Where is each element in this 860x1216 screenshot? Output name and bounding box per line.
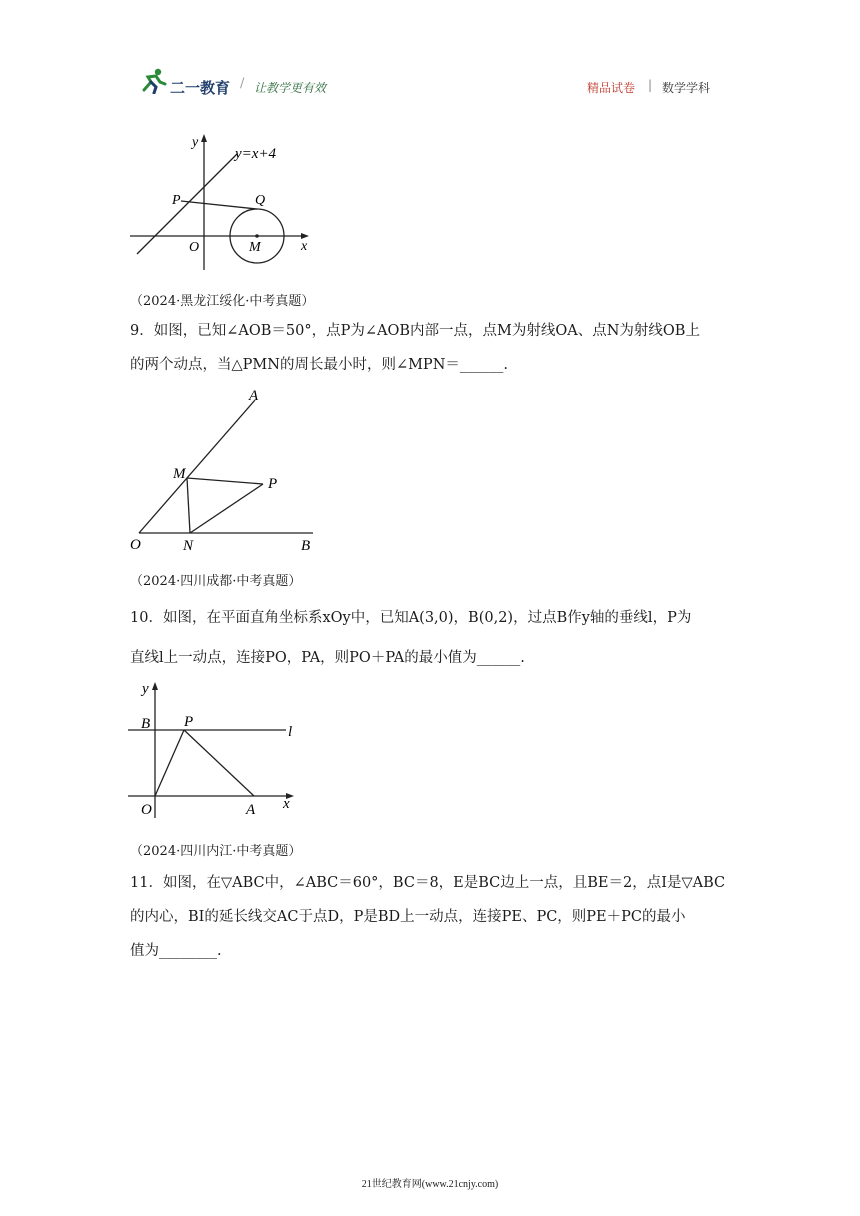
header-tag-premium: 精品试卷 [587, 81, 636, 95]
question-10-line1: 10．如图，在平面直角坐标系xOy中，已知A(3,0)，B(0,2)，过点B作y轴的垂线l，P为 [130, 610, 692, 626]
source-q10: （2024·四川内江·中考真题） [130, 844, 302, 859]
point-p-label: P [268, 476, 278, 492]
question-9-line2: 的两个动点，当△PMN的周长最小时，则∠MPN＝______. [130, 357, 508, 373]
question-11-line1: 11．如图，在▽ABC中，∠ABC＝60°，BC＝8，E是BC边上一点，且BE＝2，点I是▽ABC [130, 875, 726, 891]
runner-logo-icon [138, 68, 168, 94]
origin-label: O [141, 802, 152, 818]
page-footer: 21世纪教育网(www.21cnjy.com) [361, 1179, 499, 1190]
x-axis-label: x [283, 796, 290, 812]
line-l-label: l [288, 724, 293, 740]
x-axis-label: x [301, 239, 308, 254]
line-equation-label: y=x+4 [235, 146, 277, 162]
question-10-line2: 直线l上一动点，连接PO，PA，则PO＋PA的最小值为______. [130, 650, 525, 666]
source-q8: （2024·黑龙江绥化·中考真题） [130, 294, 315, 309]
point-b-label: B [301, 538, 311, 554]
question-9-line1: 9．如图，已知∠AOB＝50°，点P为∠AOB内部一点，点M为射线OA、点N为射线OB上 [130, 323, 700, 339]
figure-q8-graph [125, 128, 325, 273]
point-a-label: A [249, 388, 259, 404]
logo-divider: / [240, 76, 245, 91]
question-11-line2: 的内心，BI的延长线交AC于点D，P是BD上一动点，连接PE、PC，则PE＋PC的最小 [130, 909, 686, 925]
header [0, 60, 860, 100]
header-tag-subject: 数学学科 [662, 81, 711, 95]
point-m-label: M [173, 466, 186, 482]
y-axis-label: y [192, 135, 199, 150]
point-p-label: P [184, 714, 194, 730]
point-n-label: N [183, 538, 194, 554]
point-p-label: P [172, 193, 181, 208]
point-o-label: O [130, 537, 141, 553]
source-q9: （2024·四川成都·中考真题） [130, 574, 302, 589]
header-separator: | [648, 78, 653, 92]
origin-label: O [189, 240, 200, 255]
point-b-label: B [141, 716, 151, 732]
question-11-line3: 值为________. [130, 943, 222, 959]
point-m-label: M [249, 240, 261, 255]
y-axis-label: y [142, 681, 149, 697]
slogan: 让教学更有效 [254, 81, 327, 95]
point-a-label: A [246, 802, 256, 818]
logo-text: 二一教育 [170, 79, 231, 97]
figure-q9-angle [125, 383, 325, 555]
figure-q10-coordinates [128, 676, 308, 824]
point-q-label: Q [255, 193, 266, 208]
